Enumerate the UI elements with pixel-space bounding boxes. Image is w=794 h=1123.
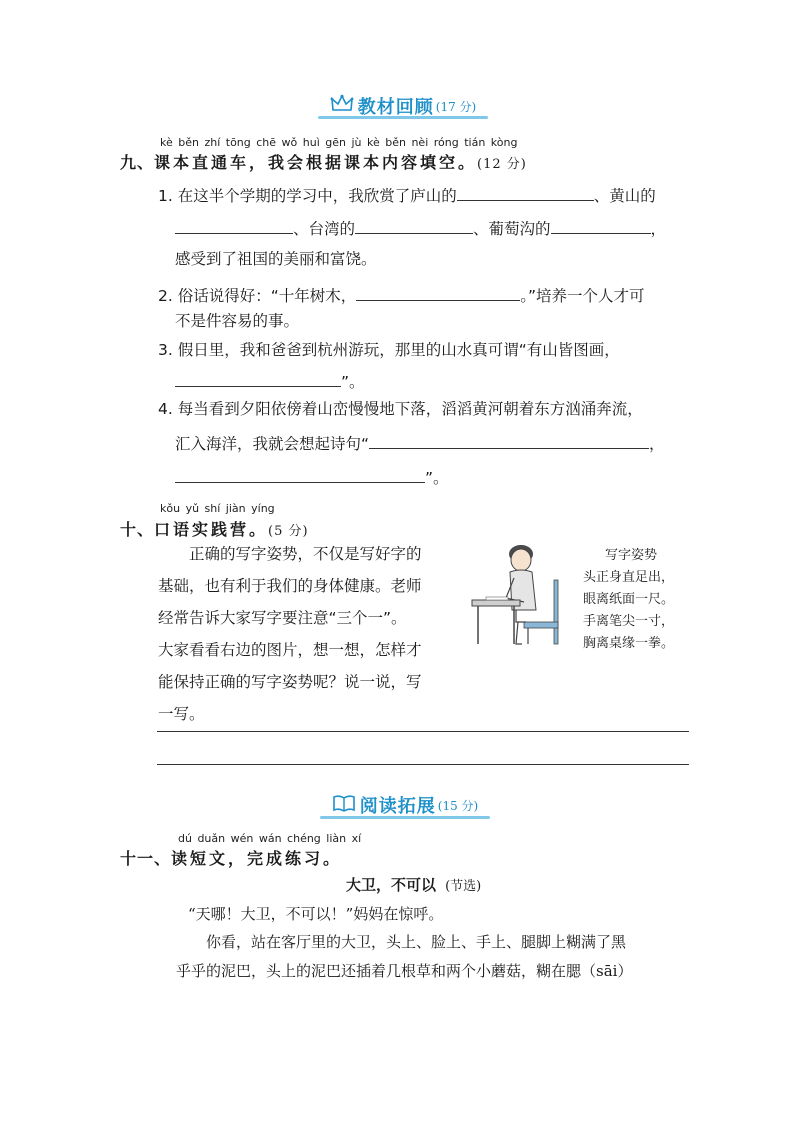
book-icon [332,793,356,817]
q9-heading [120,150,527,173]
answer-blank[interactable] [457,186,594,201]
answer-blank[interactable] [175,219,293,234]
crown-icon [330,94,354,118]
q10-paragraph: 正确的写字姿势，不仅是写好字的 基础，也有利于我们的身体健康。老师 经常告诉大家写字要注意“三个一”。 大家看看右边的图片，想一想，怎样才 能保持正确的写字姿势呢？说一说，写 一写。 [158,545,422,723]
section-banner-review [318,94,488,124]
q9-item-3-line-2: ”。 [175,372,365,391]
q9-item-1-line-3: 感受到了祖国的美丽和富饶。 [175,250,377,268]
q10-pinyin: kǒu yǔ shí jiàn yíng [160,502,275,515]
answer-blank[interactable] [356,286,520,301]
q10-number: 十、 [120,520,155,539]
answer-blank[interactable] [355,219,473,234]
answer-blank[interactable] [175,372,341,387]
q10-heading [120,517,309,540]
q9-pinyin: kè běn zhí tōng chē wǒ huì gēn jù kè běn nèi róng tián kòng [160,136,518,149]
q9-item-4-line-1: 4. 每当看到夕阳依傍着山峦慢慢地下落，滔滔黄河朝着东方汹涌奔流， [158,400,643,418]
section-title: 教材回顾 [357,97,434,118]
q10-score: (5 分) [268,524,309,539]
q9-score: (12 分) [477,157,527,172]
section-title: 阅读拓展 [359,796,436,817]
q9-item-1-line-1: 1. 在这半个学期的学习中，我欣赏了庐山的 、黄山的 [158,187,656,205]
writing-posture-illustration [466,540,576,650]
q10-title: 口语实践营。 [154,520,269,539]
answer-blank[interactable] [175,468,425,483]
answer-blank[interactable] [551,219,651,234]
q9-title: 课本直通车，我会根据课本内容填空。 [154,153,478,172]
q11-heading [120,846,342,869]
q11-number: 十一、 [120,849,172,868]
story-title: 大卫，不可以 (节选) [346,876,482,894]
q9-item-2-line-2: 不是件容易的事。 [175,312,300,330]
q9-item-2-line-1: 2. 俗话说得好：“十年树木， 。”培养一个人才可 [158,287,645,305]
q9-item-4-line-2: 汇入海洋，我就会想起诗句“ ， [175,435,665,453]
posture-tips-title: 写字姿势 [605,548,658,563]
answer-blank[interactable] [369,434,649,449]
q9-item-3-line-1: 3. 假日里，我和爸爸到杭州游玩，那里的山水真可谓“有山皆图画， [158,341,620,359]
q9-item-4-line-3: ”。 [175,468,449,487]
q11-title: 读短文，完成练习。 [171,849,343,868]
answer-line-1[interactable] [157,731,689,732]
story-line-1: “天哪！大卫，不可以！”妈妈在惊呼。 [188,905,444,923]
q9-item-1-line-2: 、台湾的 、葡萄沟的 ， [175,219,666,238]
q11-pinyin: dú duǎn wén wán chéng liàn xí [178,832,362,845]
q9-number: 九、 [120,153,155,172]
story-line-3: 乎乎的泥巴，头上的泥巴还插着几根草和两个小蘑菇，糊在腮（sāi） [176,962,633,980]
section-banner-reading [320,793,490,823]
section-score: (15 分) [437,798,479,813]
posture-tips: 写字姿势 头正身直足出， 眼离纸面一尺。 手离笔尖一寸， 胸离桌缘一拳。 [583,545,674,655]
section-score: (17 分) [435,99,477,114]
answer-line-2[interactable] [157,764,689,765]
story-line-2: 你看，站在客厅里的大卫，头上、脸上、手上、腿脚上糊满了黑 [206,933,627,951]
